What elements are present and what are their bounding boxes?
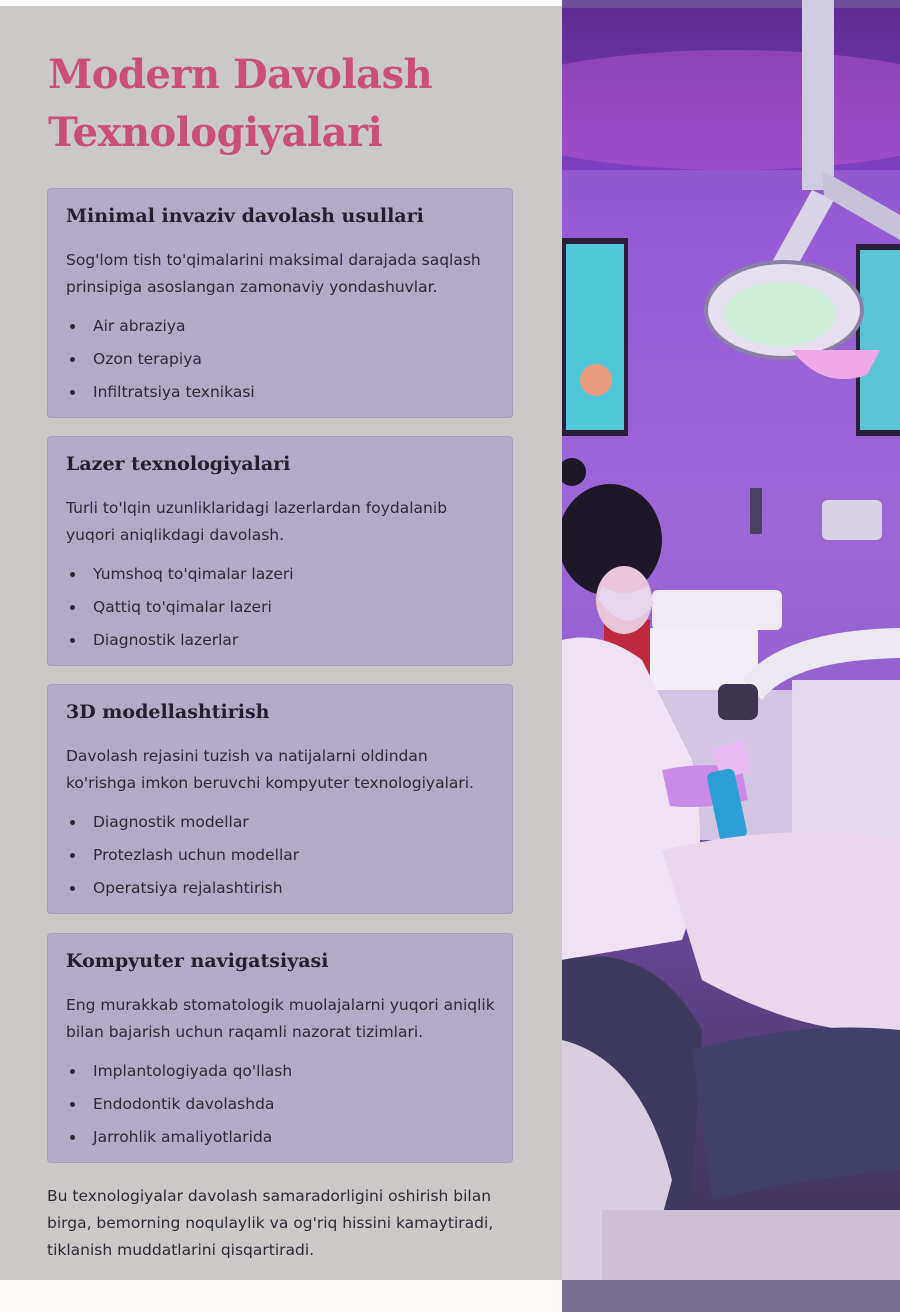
card-list [66,310,255,409]
list-item: Endodontik davolashda [66,1088,292,1121]
card-list [66,1055,292,1154]
list-item: Protezlash uchun modellar [66,839,299,872]
card-heading: Minimal invaziv davolash usullari [66,205,424,227]
list-item: Diagnostik lazerlar [66,624,294,657]
dental-clinic-photo [562,0,900,1312]
list-item: Yumshoq to'qimalar lazeri [66,558,294,591]
list-item: Implantologiyada qo'llash [66,1055,292,1088]
list-item: Qattiq to'qimalar lazeri [66,591,294,624]
card-description: Eng murakkab stomatologik muolajalarni yuqori aniqlik bilan bajarish uchun raqamli nazorat tizimlari. [66,996,495,1041]
card-description: Sog'lom tish to'qimalarini maksimal darajada saqlash prinsipiga asoslangan zamonaviy yondashuvlar. [66,251,481,296]
list-item: Air abraziya [66,310,255,343]
list-item: Diagnostik modellar [66,806,299,839]
card-heading: 3D modellashtirish [66,701,270,723]
card-list [66,558,294,657]
card-description: Turli to'lqin uzunliklaridagi lazerlardan foydalanib yuqori aniqlikdagi davolash. [66,499,448,544]
card-description: Davolash rejasini tuzish va natijalarni oldindan ko'rishga imkon beruvchi kompyuter texnologiyalari. [66,747,474,792]
card-list [66,806,299,905]
list-item: Jarrohlik amaliyotlarida [66,1121,292,1154]
card-navigation [47,933,513,1163]
card-heading: Lazer texnologiyalari [66,453,291,475]
page-title: Modern Davolash Texnologiyalari [48,51,433,156]
list-item: Operatsiya rejalashtirish [66,872,299,905]
photo-illustration [562,0,900,1312]
card-3d-modeling [47,684,513,914]
card-heading: Kompyuter navigatsiyasi [66,950,329,972]
list-item: Infiltratsiya texnikasi [66,376,255,409]
card-laser [47,436,513,666]
list-item: Ozon terapiya [66,343,255,376]
summary-text: Bu texnologiyalar davolash samaradorligini oshirish bilan birga, bemorning noqulaylik va og'riq hissini kamaytiradi, tiklanish muddatlarini qisqartiradi. [47,1187,494,1259]
bottom-strip [0,1280,562,1312]
card-minimal-invasive [47,188,513,418]
